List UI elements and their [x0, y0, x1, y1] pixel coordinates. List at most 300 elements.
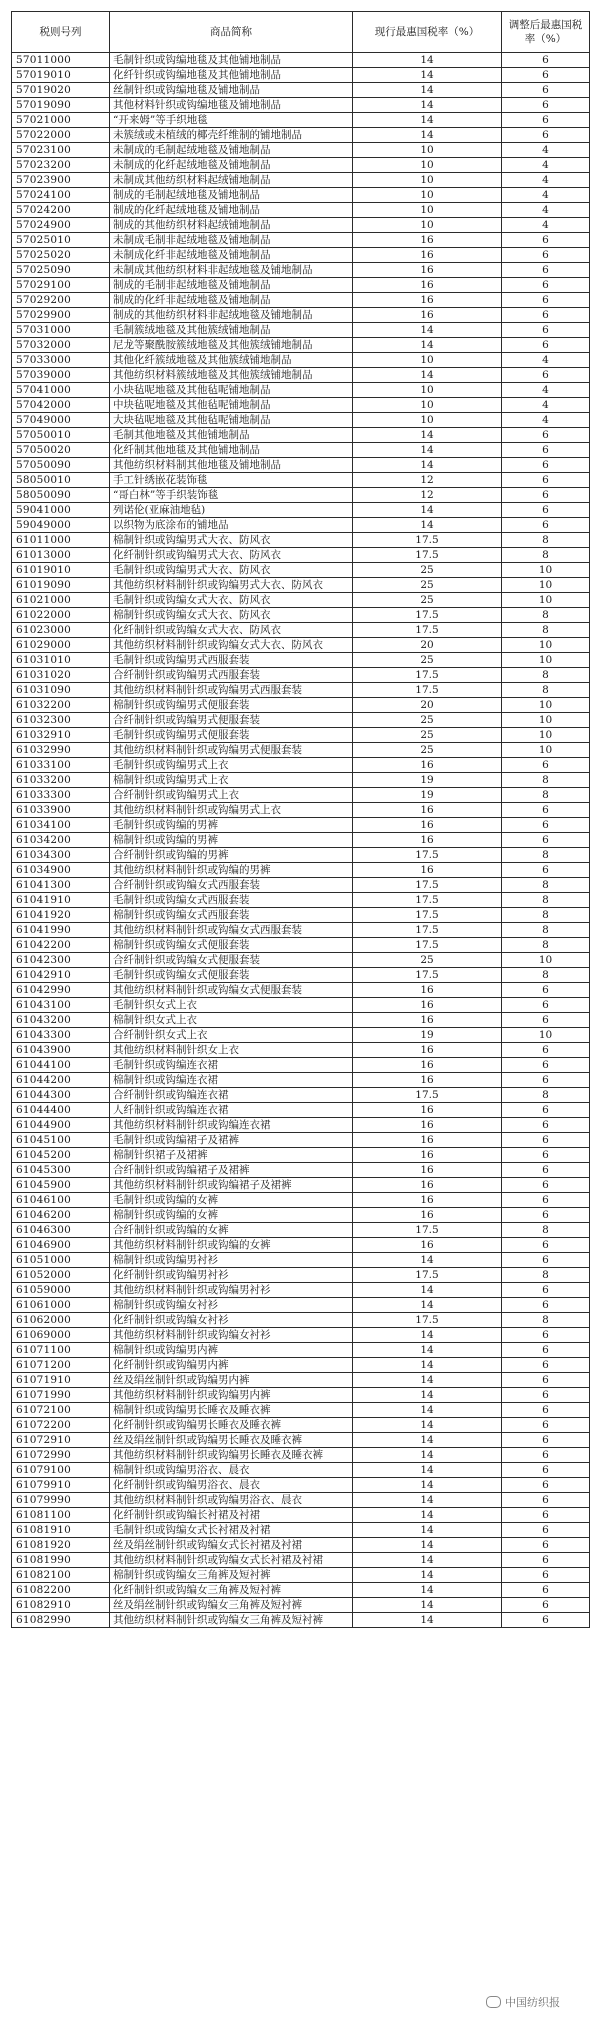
table-row [12, 98, 590, 113]
current-rate-cell: 16 [353, 278, 502, 293]
adjusted-rate-cell: 6 [502, 1238, 590, 1253]
product-name-cell: 制成的化纤非起绒地毯及铺地制品 [110, 293, 353, 308]
product-name-cell: 其他纺织材料制针织或钩编男式西服套装 [110, 683, 353, 698]
current-rate-cell: 16 [353, 758, 502, 773]
table-row [12, 323, 590, 338]
tariff-code-cell: 57042000 [12, 398, 110, 413]
product-name-cell: 丝及绢丝制针织或钩编女式长衬裙及衬裙 [110, 1538, 353, 1553]
current-rate-cell: 14 [353, 1493, 502, 1508]
current-rate-cell: 14 [353, 1568, 502, 1583]
tariff-code-cell: 61059000 [12, 1283, 110, 1298]
current-rate-cell: 25 [353, 713, 502, 728]
adjusted-rate-cell: 6 [502, 1118, 590, 1133]
product-name-cell: 合纤制针织女式上衣 [110, 1028, 353, 1043]
table-row [12, 1028, 590, 1043]
tariff-code-cell: 61023000 [12, 623, 110, 638]
current-rate-cell: 25 [353, 728, 502, 743]
table-row [12, 473, 590, 488]
current-rate-cell: 25 [353, 743, 502, 758]
table-row [12, 263, 590, 278]
tariff-code-cell: 61079990 [12, 1493, 110, 1508]
adjusted-rate-cell: 6 [502, 518, 590, 533]
adjusted-rate-cell: 6 [502, 263, 590, 278]
tariff-code-cell: 61033900 [12, 803, 110, 818]
table-row [12, 1538, 590, 1553]
table-row [12, 983, 590, 998]
current-rate-cell: 14 [353, 1328, 502, 1343]
adjusted-rate-cell: 8 [502, 1313, 590, 1328]
table-row [12, 293, 590, 308]
current-rate-cell: 25 [353, 653, 502, 668]
current-rate-cell: 16 [353, 1208, 502, 1223]
current-rate-cell: 16 [353, 1238, 502, 1253]
product-name-cell: 棉制针织或钩编的女裤 [110, 1208, 353, 1223]
product-name-cell: 化纤制针织或钩编长衬裙及衬裙 [110, 1508, 353, 1523]
tariff-code-cell: 61046300 [12, 1223, 110, 1238]
table-row [12, 308, 590, 323]
table-row [12, 953, 590, 968]
table-row [12, 1448, 590, 1463]
adjusted-rate-cell: 6 [502, 278, 590, 293]
adjusted-rate-cell: 4 [502, 158, 590, 173]
adjusted-rate-cell: 4 [502, 413, 590, 428]
current-rate-cell: 17.5 [353, 1313, 502, 1328]
current-rate-cell: 17.5 [353, 608, 502, 623]
table-row [12, 1043, 590, 1058]
tariff-code-cell: 61072990 [12, 1448, 110, 1463]
table-row [12, 1088, 590, 1103]
table-row [12, 1268, 590, 1283]
current-rate-cell: 16 [353, 233, 502, 248]
adjusted-rate-cell: 6 [502, 368, 590, 383]
table-row [12, 563, 590, 578]
table-row [12, 668, 590, 683]
table-row [12, 1103, 590, 1118]
tariff-code-cell: 61071990 [12, 1388, 110, 1403]
tariff-code-cell: 61044200 [12, 1073, 110, 1088]
product-name-cell: 棉制针织或钩编女式西服套装 [110, 908, 353, 923]
table-row [12, 803, 590, 818]
table-row [12, 878, 590, 893]
table-row [12, 758, 590, 773]
watermark [486, 1994, 560, 2010]
tariff-code-cell: 57041000 [12, 383, 110, 398]
current-rate-cell: 19 [353, 1028, 502, 1043]
tariff-code-cell: 61032910 [12, 728, 110, 743]
tariff-code-cell: 61034300 [12, 848, 110, 863]
table-header-row [12, 12, 590, 53]
tariff-code-cell: 61051000 [12, 1253, 110, 1268]
current-rate-cell: 17.5 [353, 683, 502, 698]
current-rate-cell: 14 [353, 1523, 502, 1538]
table-row [12, 533, 590, 548]
current-rate-cell: 14 [353, 1418, 502, 1433]
table-row [12, 1613, 590, 1628]
current-rate-cell: 14 [353, 128, 502, 143]
product-name-cell: “开来姆”等手织地毯 [110, 113, 353, 128]
tariff-code-cell: 61081910 [12, 1523, 110, 1538]
table-row [12, 863, 590, 878]
product-name-cell: 制成的其他纺织材料起绒铺地制品 [110, 218, 353, 233]
current-rate-cell: 16 [353, 803, 502, 818]
header-adjusted-rate: 调整后最惠国税率（%） [502, 12, 590, 53]
current-rate-cell: 20 [353, 638, 502, 653]
current-rate-cell: 17.5 [353, 938, 502, 953]
adjusted-rate-cell: 6 [502, 998, 590, 1013]
product-name-cell: 化纤针织或钩编地毯及其他铺地制品 [110, 68, 353, 83]
current-rate-cell: 16 [353, 1118, 502, 1133]
tariff-code-cell: 57029200 [12, 293, 110, 308]
table-row [12, 428, 590, 443]
tariff-code-cell: 57023100 [12, 143, 110, 158]
tariff-code-cell: 57050010 [12, 428, 110, 443]
tariff-code-cell: 61044400 [12, 1103, 110, 1118]
tariff-code-cell: 61029000 [12, 638, 110, 653]
adjusted-rate-cell: 8 [502, 668, 590, 683]
current-rate-cell: 14 [353, 1478, 502, 1493]
adjusted-rate-cell: 6 [502, 1163, 590, 1178]
product-name-cell: 其他材料针织或钩编地毯及铺地制品 [110, 98, 353, 113]
table-row [12, 143, 590, 158]
current-rate-cell: 16 [353, 1163, 502, 1178]
product-name-cell: 棉制针织或钩编女式大衣、防风衣 [110, 608, 353, 623]
watermark-text: 中国纺织报 [505, 1996, 560, 2009]
table-row [12, 773, 590, 788]
tariff-code-cell: 61045300 [12, 1163, 110, 1178]
tariff-code-cell: 61043300 [12, 1028, 110, 1043]
tariff-code-cell: 57025020 [12, 248, 110, 263]
adjusted-rate-cell: 6 [502, 1403, 590, 1418]
product-name-cell: 化纤制针织或钩编男衬衫 [110, 1268, 353, 1283]
adjusted-rate-cell: 6 [502, 1358, 590, 1373]
product-name-cell: 毛制针织或钩编女式便服套装 [110, 968, 353, 983]
product-name-cell: 棉制针织或钩编连衣裙 [110, 1073, 353, 1088]
tariff-code-cell: 61044300 [12, 1088, 110, 1103]
current-rate-cell: 17.5 [353, 908, 502, 923]
adjusted-rate-cell: 6 [502, 1178, 590, 1193]
adjusted-rate-cell: 8 [502, 878, 590, 893]
adjusted-rate-cell: 6 [502, 833, 590, 848]
table-row [12, 578, 590, 593]
table-row [12, 1598, 590, 1613]
table-row [12, 368, 590, 383]
current-rate-cell: 16 [353, 1148, 502, 1163]
adjusted-rate-cell: 6 [502, 1568, 590, 1583]
adjusted-rate-cell: 6 [502, 1418, 590, 1433]
current-rate-cell: 10 [353, 398, 502, 413]
adjusted-rate-cell: 6 [502, 758, 590, 773]
product-name-cell: 毛制针织或钩编的女裤 [110, 1193, 353, 1208]
tariff-code-cell: 61042200 [12, 938, 110, 953]
adjusted-rate-cell: 10 [502, 698, 590, 713]
table-body [12, 53, 590, 1628]
tariff-code-cell: 57031000 [12, 323, 110, 338]
tariff-code-cell: 61042990 [12, 983, 110, 998]
tariff-code-cell: 57050020 [12, 443, 110, 458]
current-rate-cell: 14 [353, 1388, 502, 1403]
product-name-cell: 制成的毛制起绒地毯及铺地制品 [110, 188, 353, 203]
tariff-code-cell: 57024200 [12, 203, 110, 218]
table-row [12, 908, 590, 923]
adjusted-rate-cell: 10 [502, 563, 590, 578]
tariff-code-cell: 57029100 [12, 278, 110, 293]
tariff-code-cell: 57050090 [12, 458, 110, 473]
current-rate-cell: 14 [353, 458, 502, 473]
product-name-cell: 毛制针织或钩编连衣裙 [110, 1058, 353, 1073]
current-rate-cell: 25 [353, 953, 502, 968]
table-row [12, 188, 590, 203]
current-rate-cell: 17.5 [353, 923, 502, 938]
current-rate-cell: 14 [353, 1553, 502, 1568]
tariff-code-cell: 61042300 [12, 953, 110, 968]
product-name-cell: 毛制针织或钩编裙子及裙裤 [110, 1133, 353, 1148]
adjusted-rate-cell: 6 [502, 128, 590, 143]
adjusted-rate-cell: 8 [502, 1088, 590, 1103]
tariff-code-cell: 61061000 [12, 1298, 110, 1313]
product-name-cell: 棉制针织或钩编男衬衫 [110, 1253, 353, 1268]
current-rate-cell: 16 [353, 863, 502, 878]
adjusted-rate-cell: 6 [502, 1103, 590, 1118]
table-row [12, 488, 590, 503]
tariff-code-cell: 61046100 [12, 1193, 110, 1208]
table-row [12, 458, 590, 473]
adjusted-rate-cell: 6 [502, 1073, 590, 1088]
adjusted-rate-cell: 8 [502, 623, 590, 638]
current-rate-cell: 14 [353, 1373, 502, 1388]
table-row [12, 233, 590, 248]
table-row [12, 593, 590, 608]
product-name-cell: 合纤制针织或钩编女式便服套装 [110, 953, 353, 968]
product-name-cell: 其他纺织材料制针织或钩编女衬衫 [110, 1328, 353, 1343]
tariff-code-cell: 59049000 [12, 518, 110, 533]
product-name-cell: 毛制簇绒地毯及其他簇绒铺地制品 [110, 323, 353, 338]
product-name-cell: 毛制针织或钩编男式大衣、防风衣 [110, 563, 353, 578]
product-name-cell: 合纤制针织或钩编裙子及裙裤 [110, 1163, 353, 1178]
tariff-code-cell: 61032200 [12, 698, 110, 713]
adjusted-rate-cell: 6 [502, 1058, 590, 1073]
tariff-code-cell: 57049000 [12, 413, 110, 428]
tariff-code-cell: 61045900 [12, 1178, 110, 1193]
tariff-code-cell: 61071200 [12, 1358, 110, 1373]
product-name-cell: 丝及绢丝制针织或钩编女三角裤及短衬裤 [110, 1598, 353, 1613]
adjusted-rate-cell: 6 [502, 98, 590, 113]
adjusted-rate-cell: 8 [502, 1223, 590, 1238]
adjusted-rate-cell: 8 [502, 893, 590, 908]
current-rate-cell: 10 [353, 413, 502, 428]
product-name-cell: 棉制针织或钩编男式便服套装 [110, 698, 353, 713]
product-name-cell: 棉制针织或钩编女三角裤及短衬裤 [110, 1568, 353, 1583]
adjusted-rate-cell: 6 [502, 113, 590, 128]
tariff-code-cell: 61079910 [12, 1478, 110, 1493]
current-rate-cell: 14 [353, 518, 502, 533]
tariff-code-cell: 61032300 [12, 713, 110, 728]
table-row [12, 1238, 590, 1253]
table-row [12, 1073, 590, 1088]
product-name-cell: 毛制针织或钩编的男裤 [110, 818, 353, 833]
tariff-code-cell: 61043200 [12, 1013, 110, 1028]
product-name-cell: 化纤制针织或钩编女衬衫 [110, 1313, 353, 1328]
product-name-cell: 手工针绣嵌花装饰毯 [110, 473, 353, 488]
current-rate-cell: 16 [353, 1193, 502, 1208]
table-row [12, 1583, 590, 1598]
product-name-cell: 小块毡呢地毯及其他毡呢铺地制品 [110, 383, 353, 398]
product-name-cell: 毛制针织女式上衣 [110, 998, 353, 1013]
current-rate-cell: 14 [353, 1538, 502, 1553]
adjusted-rate-cell: 6 [502, 1193, 590, 1208]
adjusted-rate-cell: 6 [502, 1613, 590, 1628]
current-rate-cell: 19 [353, 773, 502, 788]
tariff-code-cell: 57022000 [12, 128, 110, 143]
current-rate-cell: 16 [353, 1073, 502, 1088]
adjusted-rate-cell: 6 [502, 473, 590, 488]
current-rate-cell: 12 [353, 473, 502, 488]
product-name-cell: 其他纺织材料制针织或钩编男式上衣 [110, 803, 353, 818]
adjusted-rate-cell: 6 [502, 1373, 590, 1388]
product-name-cell: 其他纺织材料制针织或钩编女式长衬裙及衬裙 [110, 1553, 353, 1568]
product-name-cell: 未制成其他纺织材料起绒铺地制品 [110, 173, 353, 188]
table-row [12, 1493, 590, 1508]
table-row [12, 1148, 590, 1163]
product-name-cell: 其他纺织材料制针织或钩编女式便服套装 [110, 983, 353, 998]
current-rate-cell: 17.5 [353, 968, 502, 983]
adjusted-rate-cell: 8 [502, 683, 590, 698]
product-name-cell: 未制成毛制非起绒地毯及铺地制品 [110, 233, 353, 248]
product-name-cell: 化纤制针织或钩编女三角裤及短衬裤 [110, 1583, 353, 1598]
table-row [12, 1328, 590, 1343]
current-rate-cell: 17.5 [353, 548, 502, 563]
current-rate-cell: 10 [353, 158, 502, 173]
current-rate-cell: 10 [353, 173, 502, 188]
table-row [12, 68, 590, 83]
adjusted-rate-cell: 4 [502, 218, 590, 233]
product-name-cell: 其他纺织材料制针织或钩编男式便服套装 [110, 743, 353, 758]
current-rate-cell: 14 [353, 53, 502, 68]
adjusted-rate-cell: 6 [502, 83, 590, 98]
adjusted-rate-cell: 6 [502, 1538, 590, 1553]
product-name-cell: 其他纺织材料制针织或钩编男衬衫 [110, 1283, 353, 1298]
adjusted-rate-cell: 6 [502, 488, 590, 503]
tariff-code-cell: 61082910 [12, 1598, 110, 1613]
current-rate-cell: 10 [353, 353, 502, 368]
table-row [12, 1418, 590, 1433]
wechat-icon [486, 1996, 501, 2008]
adjusted-rate-cell: 6 [502, 1043, 590, 1058]
adjusted-rate-cell: 10 [502, 728, 590, 743]
tariff-code-cell: 61033300 [12, 788, 110, 803]
tariff-code-cell: 61019010 [12, 563, 110, 578]
adjusted-rate-cell: 10 [502, 743, 590, 758]
tariff-code-cell: 61033200 [12, 773, 110, 788]
current-rate-cell: 16 [353, 1013, 502, 1028]
adjusted-rate-cell: 6 [502, 1598, 590, 1613]
product-name-cell: 制成的其他纺织材料非起绒地毯及铺地制品 [110, 308, 353, 323]
current-rate-cell: 17.5 [353, 668, 502, 683]
tariff-code-cell: 61046200 [12, 1208, 110, 1223]
tariff-code-cell: 61081100 [12, 1508, 110, 1523]
current-rate-cell: 16 [353, 833, 502, 848]
table-row [12, 1283, 590, 1298]
tariff-code-cell: 61072200 [12, 1418, 110, 1433]
table-row [12, 1133, 590, 1148]
table-row [12, 1508, 590, 1523]
adjusted-rate-cell: 6 [502, 1328, 590, 1343]
table-row [12, 1388, 590, 1403]
product-name-cell: 毛制针织或钩编女式长衬裙及衬裙 [110, 1523, 353, 1538]
table-row [12, 1313, 590, 1328]
product-name-cell: 其他纺织材料制针织或钩编连衣裙 [110, 1118, 353, 1133]
current-rate-cell: 17.5 [353, 893, 502, 908]
table-row [12, 938, 590, 953]
tariff-code-cell: 61021000 [12, 593, 110, 608]
current-rate-cell: 14 [353, 1613, 502, 1628]
tariff-code-cell: 57021000 [12, 113, 110, 128]
current-rate-cell: 17.5 [353, 878, 502, 893]
product-name-cell: 棉制针织或钩编男内裤 [110, 1343, 353, 1358]
current-rate-cell: 16 [353, 248, 502, 263]
adjusted-rate-cell: 10 [502, 593, 590, 608]
table-row [12, 218, 590, 233]
tariff-code-cell: 61071100 [12, 1343, 110, 1358]
table-row [12, 113, 590, 128]
adjusted-rate-cell: 10 [502, 1028, 590, 1043]
product-name-cell: 其他纺织材料制针织女上衣 [110, 1043, 353, 1058]
tariff-code-cell: 57033000 [12, 353, 110, 368]
table-row [12, 413, 590, 428]
table-row [12, 893, 590, 908]
product-name-cell: 化纤制针织或钩编女式大衣、防风衣 [110, 623, 353, 638]
tariff-code-cell: 61046900 [12, 1238, 110, 1253]
current-rate-cell: 19 [353, 788, 502, 803]
tariff-code-cell: 61045200 [12, 1148, 110, 1163]
product-name-cell: 其他纺织材料制针织或钩编的女裤 [110, 1238, 353, 1253]
product-name-cell: 其他纺织材料制针织或钩编男浴衣、晨衣 [110, 1493, 353, 1508]
table-row [12, 818, 590, 833]
product-name-cell: 其他纺织材料制其他地毯及铺地制品 [110, 458, 353, 473]
adjusted-rate-cell: 8 [502, 923, 590, 938]
tariff-code-cell: 61043100 [12, 998, 110, 1013]
current-rate-cell: 14 [353, 1343, 502, 1358]
current-rate-cell: 14 [353, 338, 502, 353]
product-name-cell: 毛制针织或钩编地毯及其他铺地制品 [110, 53, 353, 68]
table-row [12, 1223, 590, 1238]
table-row [12, 848, 590, 863]
table-row [12, 128, 590, 143]
adjusted-rate-cell: 4 [502, 173, 590, 188]
tariff-code-cell: 61081920 [12, 1538, 110, 1553]
adjusted-rate-cell: 8 [502, 773, 590, 788]
table-row [12, 1193, 590, 1208]
current-rate-cell: 14 [353, 83, 502, 98]
product-name-cell: 尼龙等聚酰胺簇绒地毯及其他簇绒铺地制品 [110, 338, 353, 353]
tariff-code-cell: 57019090 [12, 98, 110, 113]
current-rate-cell: 14 [353, 368, 502, 383]
tariff-code-cell: 61069000 [12, 1328, 110, 1343]
tariff-code-cell: 61044900 [12, 1118, 110, 1133]
product-name-cell: 棉制针织或钩编的男裤 [110, 833, 353, 848]
table-row [12, 83, 590, 98]
tariff-code-cell: 61041990 [12, 923, 110, 938]
product-name-cell: 其他纺织材料制针织或钩编裙子及裙裤 [110, 1178, 353, 1193]
table-row [12, 278, 590, 293]
tariff-code-cell: 58050010 [12, 473, 110, 488]
tariff-code-cell: 61082100 [12, 1568, 110, 1583]
table-row [12, 1553, 590, 1568]
tariff-code-cell: 57025010 [12, 233, 110, 248]
product-name-cell: 其他化纤簇绒地毯及其他簇绒铺地制品 [110, 353, 353, 368]
adjusted-rate-cell: 6 [502, 53, 590, 68]
product-name-cell: 棉制针织或钩编男式大衣、防风衣 [110, 533, 353, 548]
tariff-code-cell: 61033100 [12, 758, 110, 773]
